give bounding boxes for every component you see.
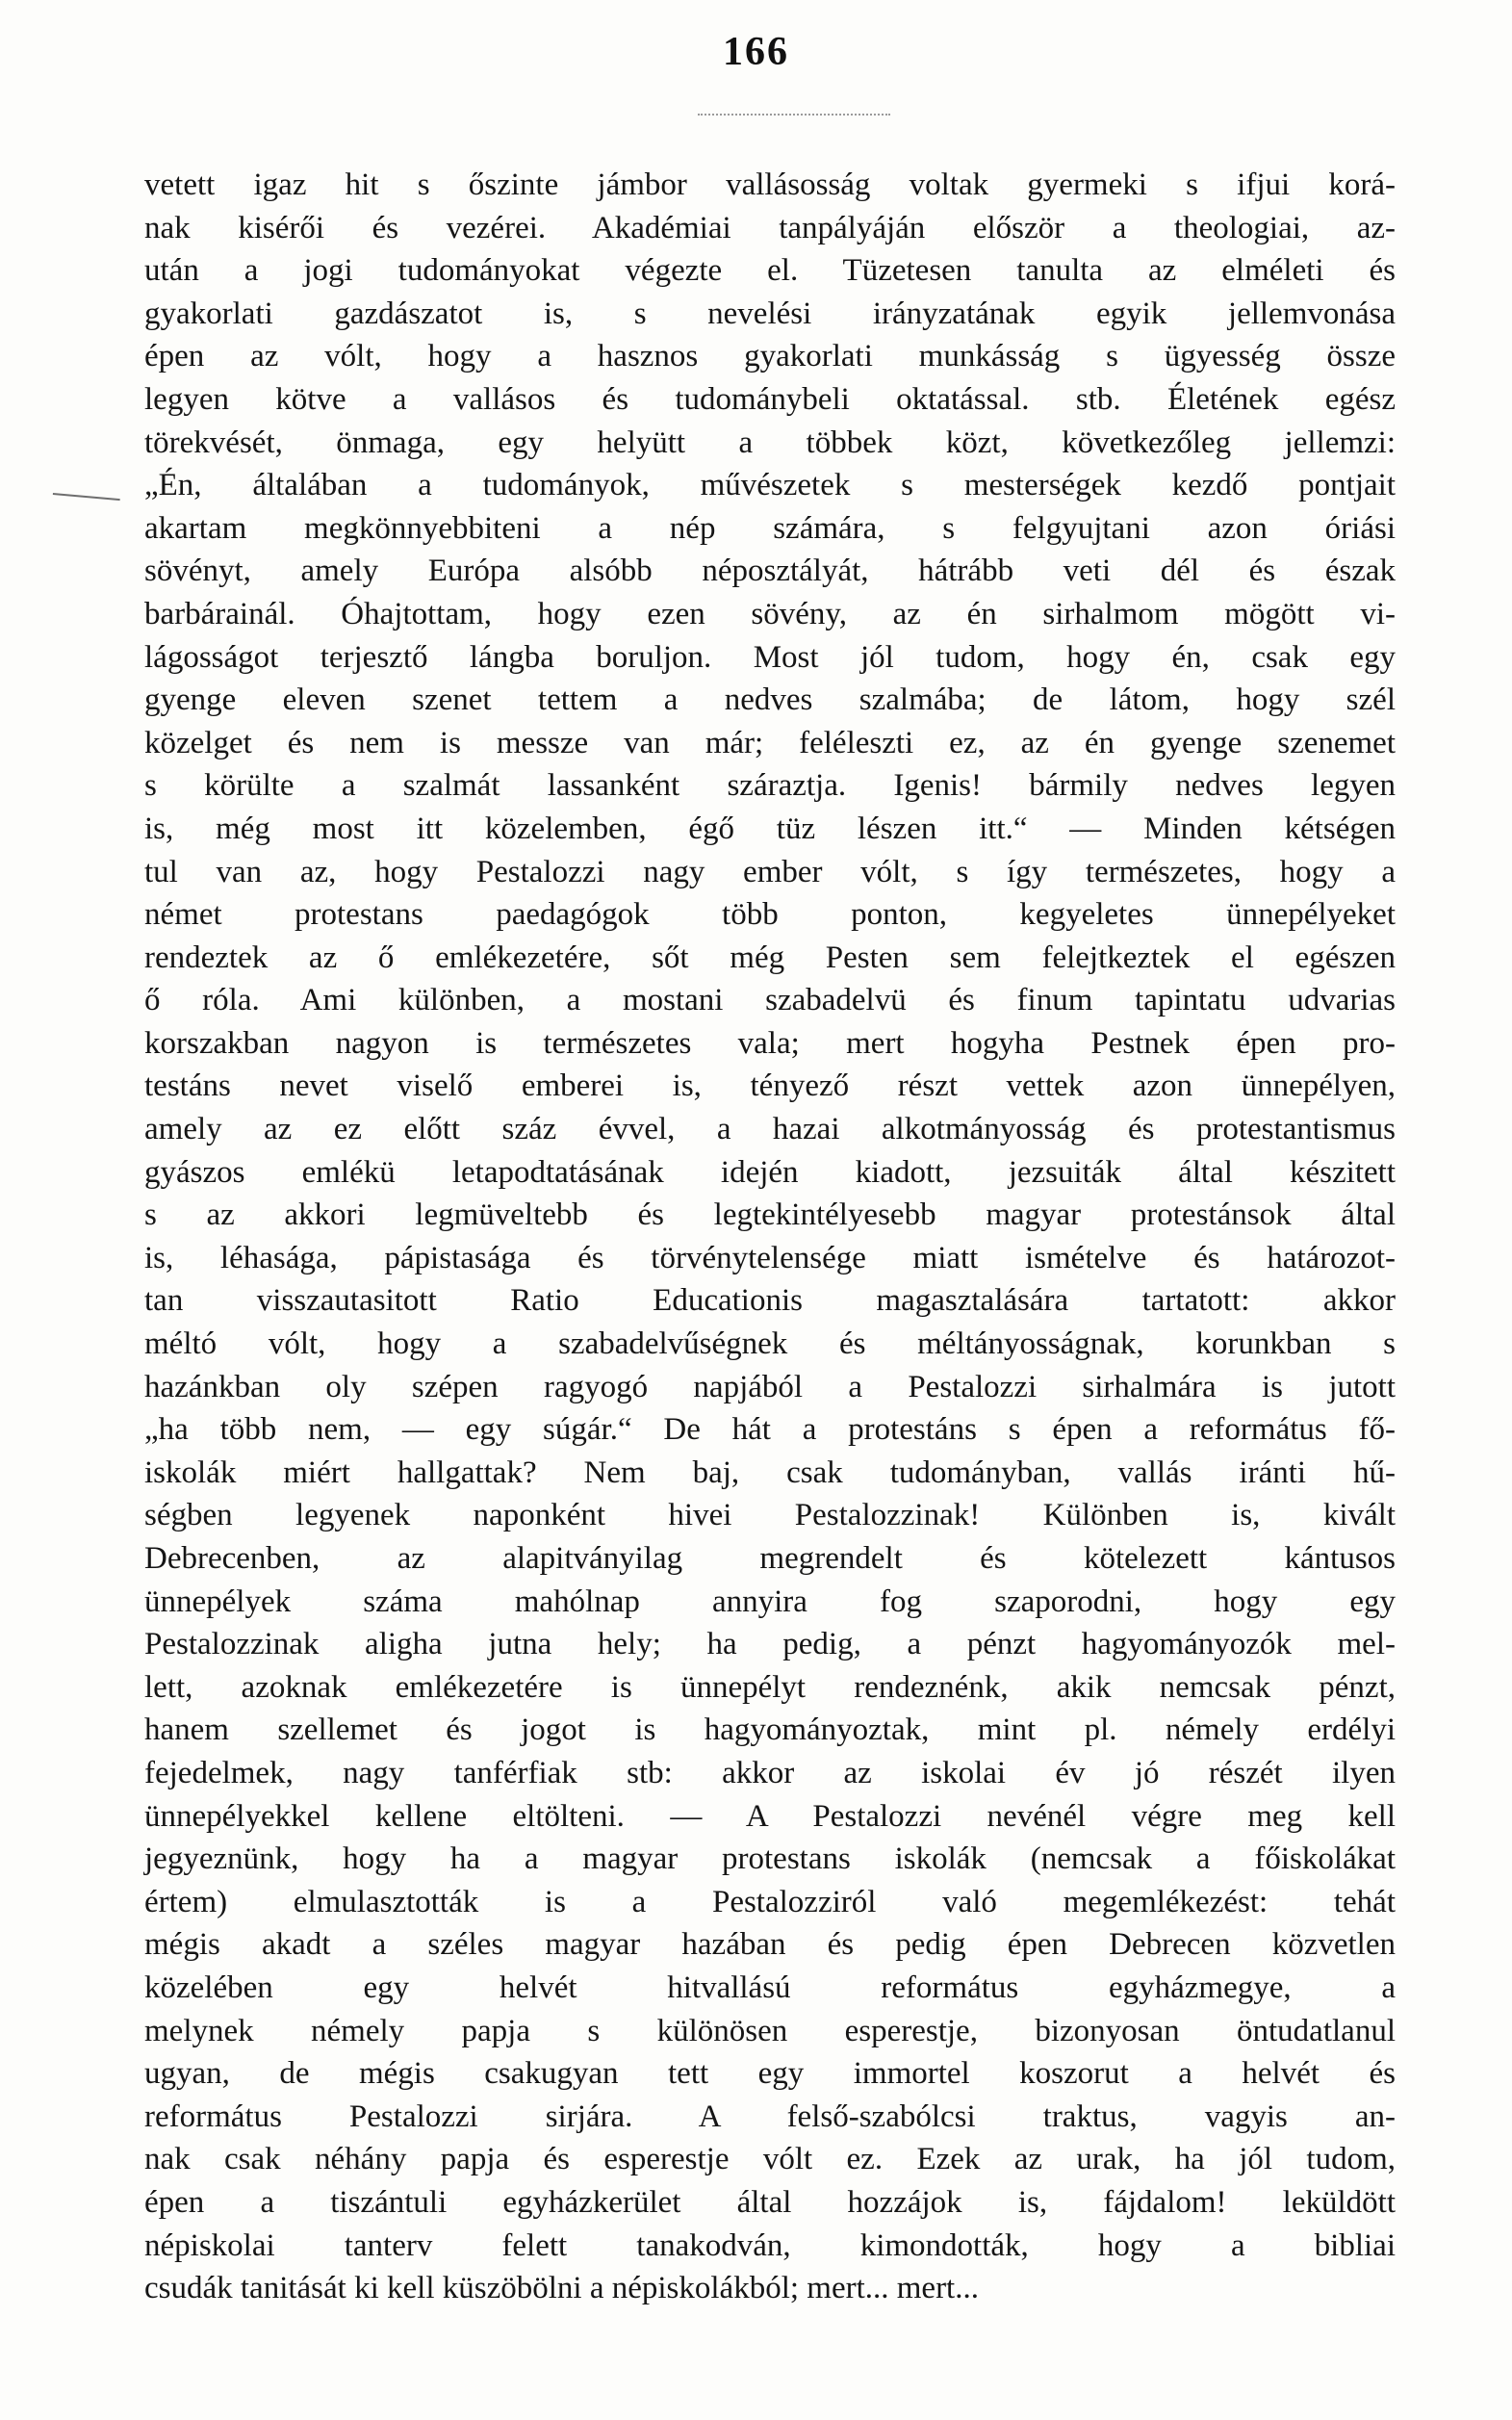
text-line: német protestans paedagógok több ponton, kegyeletes ünnepélyeket <box>144 897 1396 933</box>
text-line: melynek némely papja s különösen esperestje, bizonyosan öntudatlanul <box>144 2013 1396 2048</box>
text-line: törekvését, önmaga, egy helyütt a többek közt, következőleg jellemzi: <box>144 425 1396 460</box>
text-line: rendeztek az ő emlékezetére, sőt még Pesten sem felejtkeztek el egészen <box>144 940 1396 975</box>
text-line: lett, azoknak emlékezetére is ünnepélyt rendeznénk, akik nemcsak pénzt, <box>144 1669 1396 1705</box>
text-line: csudák tanitását ki kell küszöbölni a népiskolákból; mert... mert... <box>144 2271 979 2306</box>
text-line: hazánkban oly szépen ragyogó napjából a Pestalozzi sirhalmára is jutott <box>144 1369 1396 1404</box>
text-line: épen az vólt, hogy a hasznos gyakorlati munkásság s ügyesség össze <box>144 339 1396 374</box>
text-line: tan visszautasitott Ratio Educationis magasztalására tartatott: akkor <box>144 1283 1396 1319</box>
text-line: Pestalozzinak aligha jutna hely; ha pedig, a pénzt hagyományozók mel- <box>144 1627 1396 1662</box>
text-line: korszakban nagyon is természetes vala; mert hogyha Pestnek épen pro- <box>144 1025 1396 1061</box>
text-line: nak kisérői és vezérei. Akadémiai tanpályáján először a theologiai, az- <box>144 210 1396 245</box>
text-line: méltó vólt, hogy a szabadelvűségnek és méltányosságnak, korunkban s <box>144 1326 1396 1362</box>
page-number-ornament <box>698 114 890 125</box>
text-line: ugyan, de mégis csakugyan tett egy immortel koszorut a helvét és <box>144 2056 1396 2092</box>
text-line: gyakorlati gazdászatot is, s nevelési irányzatának egyik jellemvonása <box>144 296 1396 331</box>
text-line: legyen kötve a vallásos és tudománybeli oktatással. stb. Életének egész <box>144 381 1396 417</box>
text-line: amely az ez előtt száz évvel, a hazai alkotmányosság és protestantismus <box>144 1112 1396 1147</box>
text-line: gyászos emlékü letapodtatásának idején kiadott, jezsuiták által készitett <box>144 1154 1396 1190</box>
text-line: nak csak néhány papja és esperestje vólt ez. Ezek az urak, ha jól tudom, <box>144 2142 1396 2177</box>
page-number: 166 <box>723 30 789 74</box>
text-line: ünnepélyek száma mahólnap annyira fog szaporodni, hogy egy <box>144 1583 1396 1619</box>
text-line: tul van az, hogy Pestalozzi nagy ember vólt, s így természetes, hogy a <box>144 854 1396 889</box>
text-line: barbárainál. Óhajtottam, hogy ezen sövény, az én sirhalmom mögött vi- <box>144 596 1396 631</box>
text-line: is, léhasága, pápistasága és törvénytelensége miatt ismételve és határozot- <box>144 1240 1396 1275</box>
text-line: is, még most itt közelemben, égő tüz lészen itt.“ — Minden kétségen <box>144 811 1396 846</box>
text-line: fejedelmek, nagy tanférfiak stb: akkor az iskolai év jó részét ilyen <box>144 1755 1396 1790</box>
text-line: jegyeznünk, hogy ha a magyar protestans iskolák (nemcsak a főiskolákat <box>144 1841 1396 1877</box>
text-line: s körülte a szalmát lassanként száraztja. Igenis! bármily nedves legyen <box>144 768 1396 804</box>
text-line: testáns nevet viselő emberei is, tényező részt vettek azon ünnepélyen, <box>144 1068 1396 1104</box>
text-line: értem) elmulasztották is a Pestalozziról való megemlékezést: tehát <box>144 1884 1396 1919</box>
text-line: „Én, általában a tudományok, művészetek s mesterségek kezdő pontjait <box>144 468 1396 503</box>
text-line: ünnepélyekkel kellene eltölteni. — A Pestalozzi nevénél végre meg kell <box>144 1798 1396 1834</box>
text-line: iskolák miért hallgattak? Nem baj, csak tudományban, vallás iránti hű- <box>144 1455 1396 1490</box>
text-line: református Pestalozzi sirjára. A felső-szabólcsi traktus, vagyis an- <box>144 2098 1396 2134</box>
text-line: ő róla. Ami különben, a mostani szabadelvü és finum tapintatu udvarias <box>144 983 1396 1018</box>
text-line: sövényt, amely Európa alsóbb néposztályát, hátrább veti dél és észak <box>144 554 1396 589</box>
text-line: s az akkori legmüveltebb és legtekintélyesebb magyar protestánsok által <box>144 1197 1396 1233</box>
text-line: „ha több nem, — egy súgár.“ De hát a protestáns s épen a református fő- <box>144 1412 1396 1448</box>
margin-pencil-mark <box>52 493 120 514</box>
text-line: után a jogi tudományokat végezte el. Tüzetesen tanulta az elméleti és <box>144 253 1396 289</box>
text-line: közelget és nem is messze van már; feléleszti ez, az én gyenge szenemet <box>144 725 1396 760</box>
text-line: akartam megkönnyebbiteni a nép számára, s felgyujtani azon óriási <box>144 510 1396 546</box>
text-line: épen a tiszántuli egyházkerület által hozzájok is, fájdalom! leküldött <box>144 2184 1396 2220</box>
text-line: gyenge eleven szenet tettem a nedves szalmába; de látom, hogy szél <box>144 682 1396 718</box>
text-line: népiskolai tanterv felett tanakodván, kimondották, hogy a bibliai <box>144 2227 1396 2263</box>
text-line: közelében egy helvét hitvallású református egyházmegye, a <box>144 1969 1396 2005</box>
body-text <box>144 164 1396 2310</box>
text-line: ségben legyenek naponként hivei Pestalozzinak! Különben is, kivált <box>144 1498 1396 1533</box>
text-line: mégis akadt a széles magyar hazában és pedig épen Debrecen közvetlen <box>144 1927 1396 1963</box>
text-line: Debrecenben, az alapitványilag megrendelt és kötelezett kántusos <box>144 1541 1396 1576</box>
text-line: hanem szellemet és jogot is hagyományoztak, mint pl. némely erdélyi <box>144 1712 1396 1748</box>
text-line: lágosságot terjesztő lángba boruljon. Most jól tudom, hogy én, csak egy <box>144 639 1396 675</box>
text-line: vetett igaz hit s őszinte jámbor vallásosság voltak gyermeki s ifjui korá- <box>144 167 1396 202</box>
